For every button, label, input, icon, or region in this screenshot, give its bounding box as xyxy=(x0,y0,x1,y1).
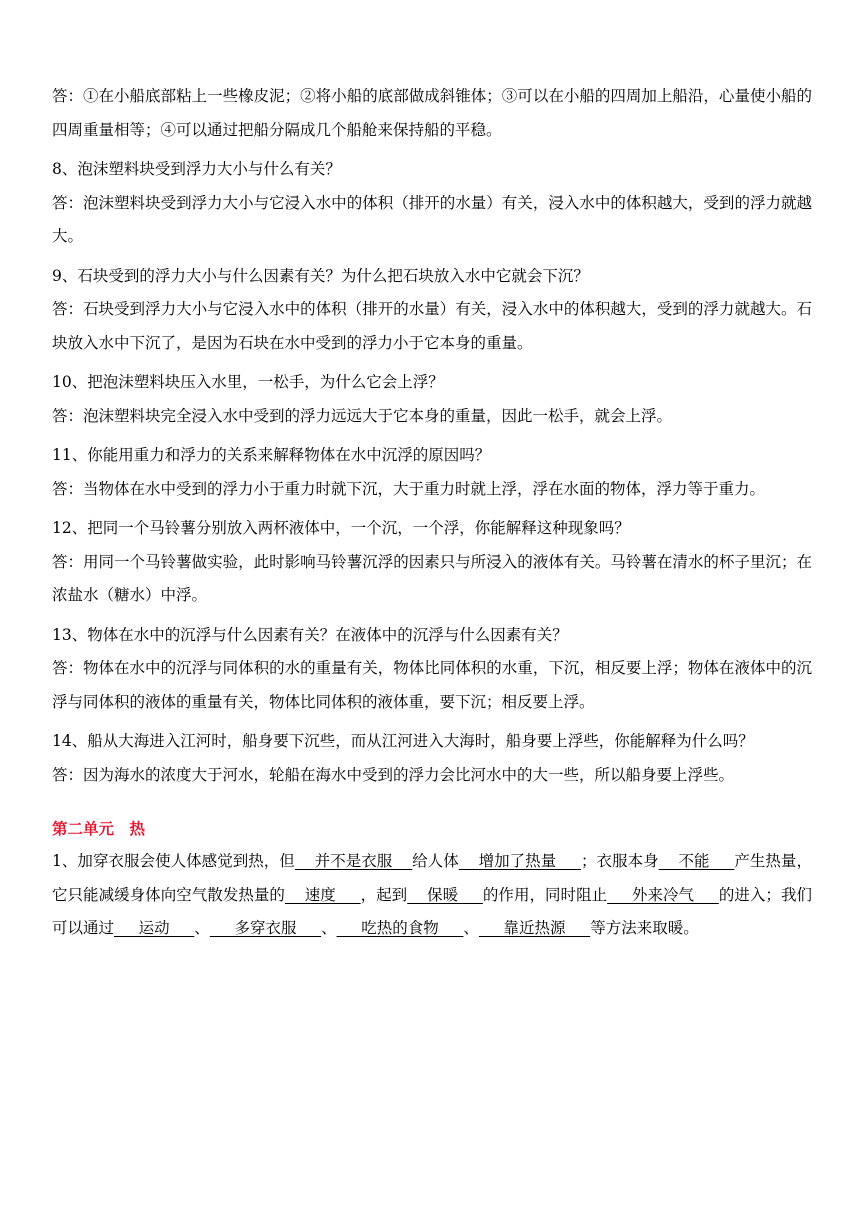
answer-8: 答：泡沫塑料块受到浮力大小与它浸入水中的体积（排开的水量）有关，浸入水中的体积越大，受到的浮力就越大。 xyxy=(52,193,812,245)
answer-12: 答：用同一个马铃薯做实验，此时影响马铃薯沉浮的因素只与所浸入的液体有关。马铃薯在清水的杯子里沉；在浓盐水（糖水）中浮。 xyxy=(52,552,812,604)
fill-blank-4: 速度 xyxy=(284,885,361,904)
answer-9: 答：石块受到浮力大小与它浸入水中的体积（排开的水量）有关，浸入水中的体积越大，受到的浮力就越大。石块放入水中下沉了，是因为石块在水中受到的浮力小于它本身的重量。 xyxy=(52,300,812,352)
fill-text-2: 给人体 xyxy=(412,852,459,870)
question-11: 11、你能用重力和浮力的关系来解释物体在水中沉浮的原因吗？ xyxy=(52,446,491,464)
question-10: 10、把泡沫塑料块压入水里，一松手，为什么它会上浮？ xyxy=(52,373,444,391)
question-13: 13、物体在水中的沉浮与什么因素有关？在液体中的沉浮与什么因素有关？ xyxy=(52,625,568,644)
fill-blank-2: 增加了热量 xyxy=(458,852,582,870)
answer-7: 答：①在小船底部粘上一些橡皮泥；②将小船的底部做成斜锥体；③可以在小船的四周加上船沿，心量使小船的四周重量相等；④可以通过把船分隔成几个船舱来保持船的平稳。 xyxy=(52,87,812,139)
fill-text-6: 的作用，同时阻止 xyxy=(482,885,608,904)
question-8: 8、泡沫塑料块受到浮力大小与什么有关？ xyxy=(52,160,341,178)
section-title: 第二单元 热 xyxy=(52,819,146,838)
fill-text-11: 等方法来取暖。 xyxy=(590,919,699,937)
answer-10: 答：泡沫塑料块完全浸入水中受到的浮力远远大于它本身的重量，因此一松手，就会上浮。 xyxy=(52,406,673,425)
fill-blank-9: 吃热的食物 xyxy=(336,919,464,937)
fill-blank-5: 保暖 xyxy=(407,885,483,904)
fill-blank-7: 运动 xyxy=(114,919,195,937)
fill-blank-3: 不能 xyxy=(658,852,735,870)
answer-14: 答：因为海水的浓度大于河水，轮船在海水中受到的浮力会比河水中的大一些，所以船身要上浮些。 xyxy=(52,765,735,784)
fill-blank-10: 靠近热源 xyxy=(478,919,591,937)
fill-text-8: 、 xyxy=(194,919,210,937)
question-9: 9、石块受到的浮力大小与什么因素有关？为什么把石块放入水中它就会下沉？ xyxy=(52,266,589,285)
fill-text-9: 、 xyxy=(321,919,337,937)
fill-text-7: 的进入；我们可以通过 xyxy=(52,885,812,937)
fill-text-10: 、 xyxy=(463,919,479,937)
fill-text-1: 1、加穿衣服会使人体感觉到热，但 xyxy=(52,852,295,870)
fill-blank-1: 并不是衣服 xyxy=(294,852,413,870)
question-12: 12、把同一个马铃薯分别放入两杯液体中，一个沉，一个浮，你能解释这种现象吗？ xyxy=(52,519,630,537)
fill-text-3: ；衣服本身 xyxy=(581,852,659,870)
fill-text-4: 产生热量，它只能减缓身体向空气散发热量的 xyxy=(52,852,812,904)
answer-13: 答：物体在水中的沉浮与同体积的水的重量有关，物体比同体积的水重，下沉，相反要上浮；物体在液体中的沉浮与同体积的液体的重量有关，物体比同体积的液体重，要下沉；相反要上浮。 xyxy=(52,659,812,711)
fill-in-question-1 xyxy=(52,845,812,946)
fill-blank-6: 外来冷气 xyxy=(607,885,719,904)
fill-text-5: ，起到 xyxy=(360,885,408,904)
question-14: 14、船从大海进入江河时，船身要下沉些，而从江河进入大海时，船身要上浮些，你能解释为什么吗？ xyxy=(52,732,754,750)
answer-11: 答：当物体在水中受到的浮力小于重力时就下沉，大于重力时就上浮，浮在水面的物体，浮力等于重力。 xyxy=(52,479,766,498)
fill-blank-8: 多穿衣服 xyxy=(209,919,322,937)
document-page xyxy=(52,80,812,946)
